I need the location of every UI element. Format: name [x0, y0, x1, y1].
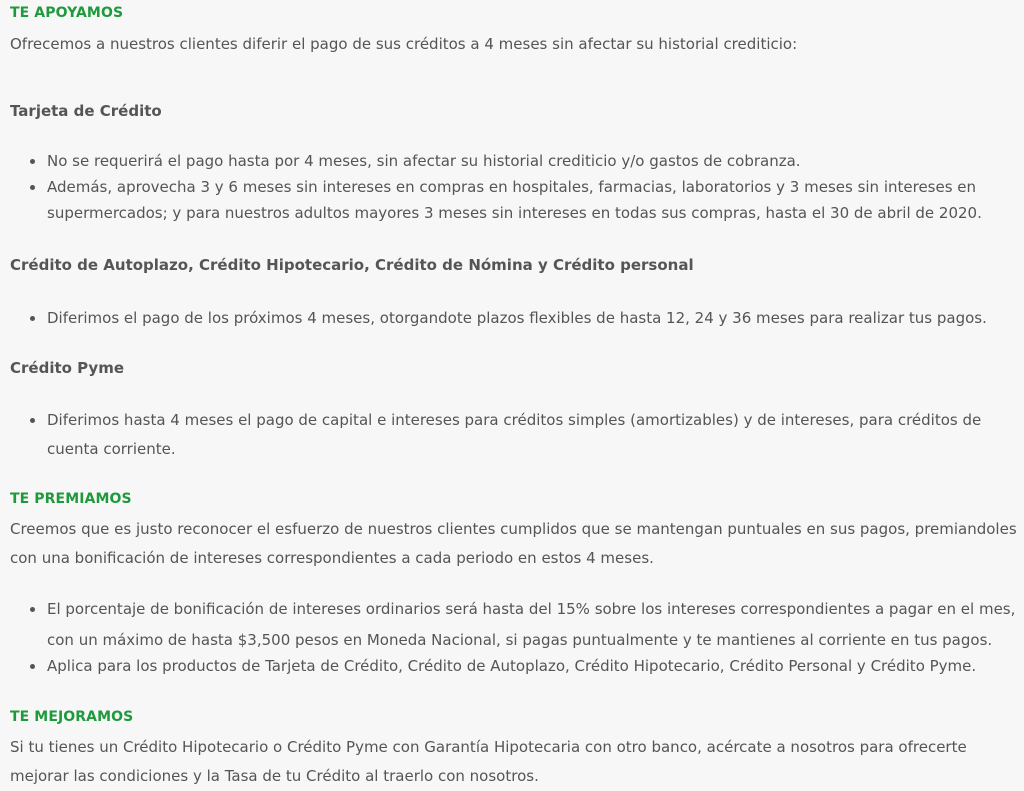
bullet-icon: [30, 185, 35, 190]
list-item: [10, 304, 1024, 333]
bullet-icon: [30, 607, 35, 612]
subheading-autoplazo: Crédito de Autoplazo, Crédito Hipotecario, Crédito de Nómina y Crédito personal: [10, 256, 694, 274]
tarjeta-list: [10, 147, 1024, 228]
list-item-text: Aplica para los productos de Tarjeta de Crédito, Crédito de Autoplazo, Crédito Hipotecario, Crédito Personal y Crédito Pyme.: [47, 657, 977, 675]
list-item-text: Diferimos hasta 4 meses el pago de capital e intereses para créditos simples (amortizables) y de intereses, para créditos de cuenta corriente.: [47, 411, 982, 458]
mejoramos-intro: Si tu tienes un Crédito Hipotecario o Crédito Pyme con Garantía Hipotecaria con otro banco, acércate a nosotros para ofrecerte mejorar las condiciones y la Tasa de tu Crédito al traerlo con nosotros.: [10, 738, 967, 785]
bullet-icon: [30, 418, 35, 423]
list-item: [10, 406, 1024, 464]
list-item: [10, 147, 1024, 176]
premiamos-intro: Creemos que es justo reconocer el esfuerzo de nuestros clientes cumplidos que se mantengan puntuales en sus pagos, premiandoles con una bonificación de intereses correspondientes a cada periodo en estos 4 meses.: [10, 520, 1017, 567]
section-title-mejoramos: TE MEJORAMOS: [10, 709, 134, 725]
list-item-text: Diferimos el pago de los próximos 4 meses, otorgandote plazos flexibles de hasta 12, 24 y 36 meses para realizar tus pagos.: [47, 309, 987, 327]
list-item: [10, 652, 1024, 681]
list-item-text: Además, aprovecha 3 y 6 meses sin intereses en compras en hospitales, farmacias, laboratorios y 3 meses sin intereses en supermercados; y para nuestros adultos mayores 3 meses sin intereses en todas sus compras, hasta el 30 de abril de 2020.: [47, 178, 982, 222]
list-item: [10, 594, 1024, 656]
bullet-icon: [30, 316, 35, 321]
apoyamos-intro: Ofrecemos a nuestros clientes diferir el pago de sus créditos a 4 meses sin afectar su historial crediticio:: [10, 35, 798, 53]
pyme-list: [10, 406, 1024, 464]
list-item-text: No se requerirá el pago hasta por 4 meses, sin afectar su historial crediticio y/o gastos de cobranza.: [47, 152, 801, 170]
list-item: [10, 174, 987, 226]
section-title-premiamos: TE PREMIAMOS: [10, 491, 132, 507]
list-item-text: El porcentaje de bonificación de intereses ordinarios será hasta del 15% sobre los intereses correspondientes a pagar en el mes, con un máximo de hasta $3,500 pesos en Moneda Nacional, si pagas puntualmente y te mantienes al corriente en tus pagos.: [47, 600, 1016, 649]
subheading-pyme: Crédito Pyme: [10, 359, 125, 377]
bullet-icon: [30, 664, 35, 669]
autoplazo-list: [10, 304, 1024, 333]
premiamos-list: [10, 594, 1024, 685]
section-title-apoyamos: TE APOYAMOS: [10, 5, 124, 21]
bullet-icon: [30, 159, 35, 164]
subheading-tarjeta: Tarjeta de Crédito: [10, 102, 162, 120]
